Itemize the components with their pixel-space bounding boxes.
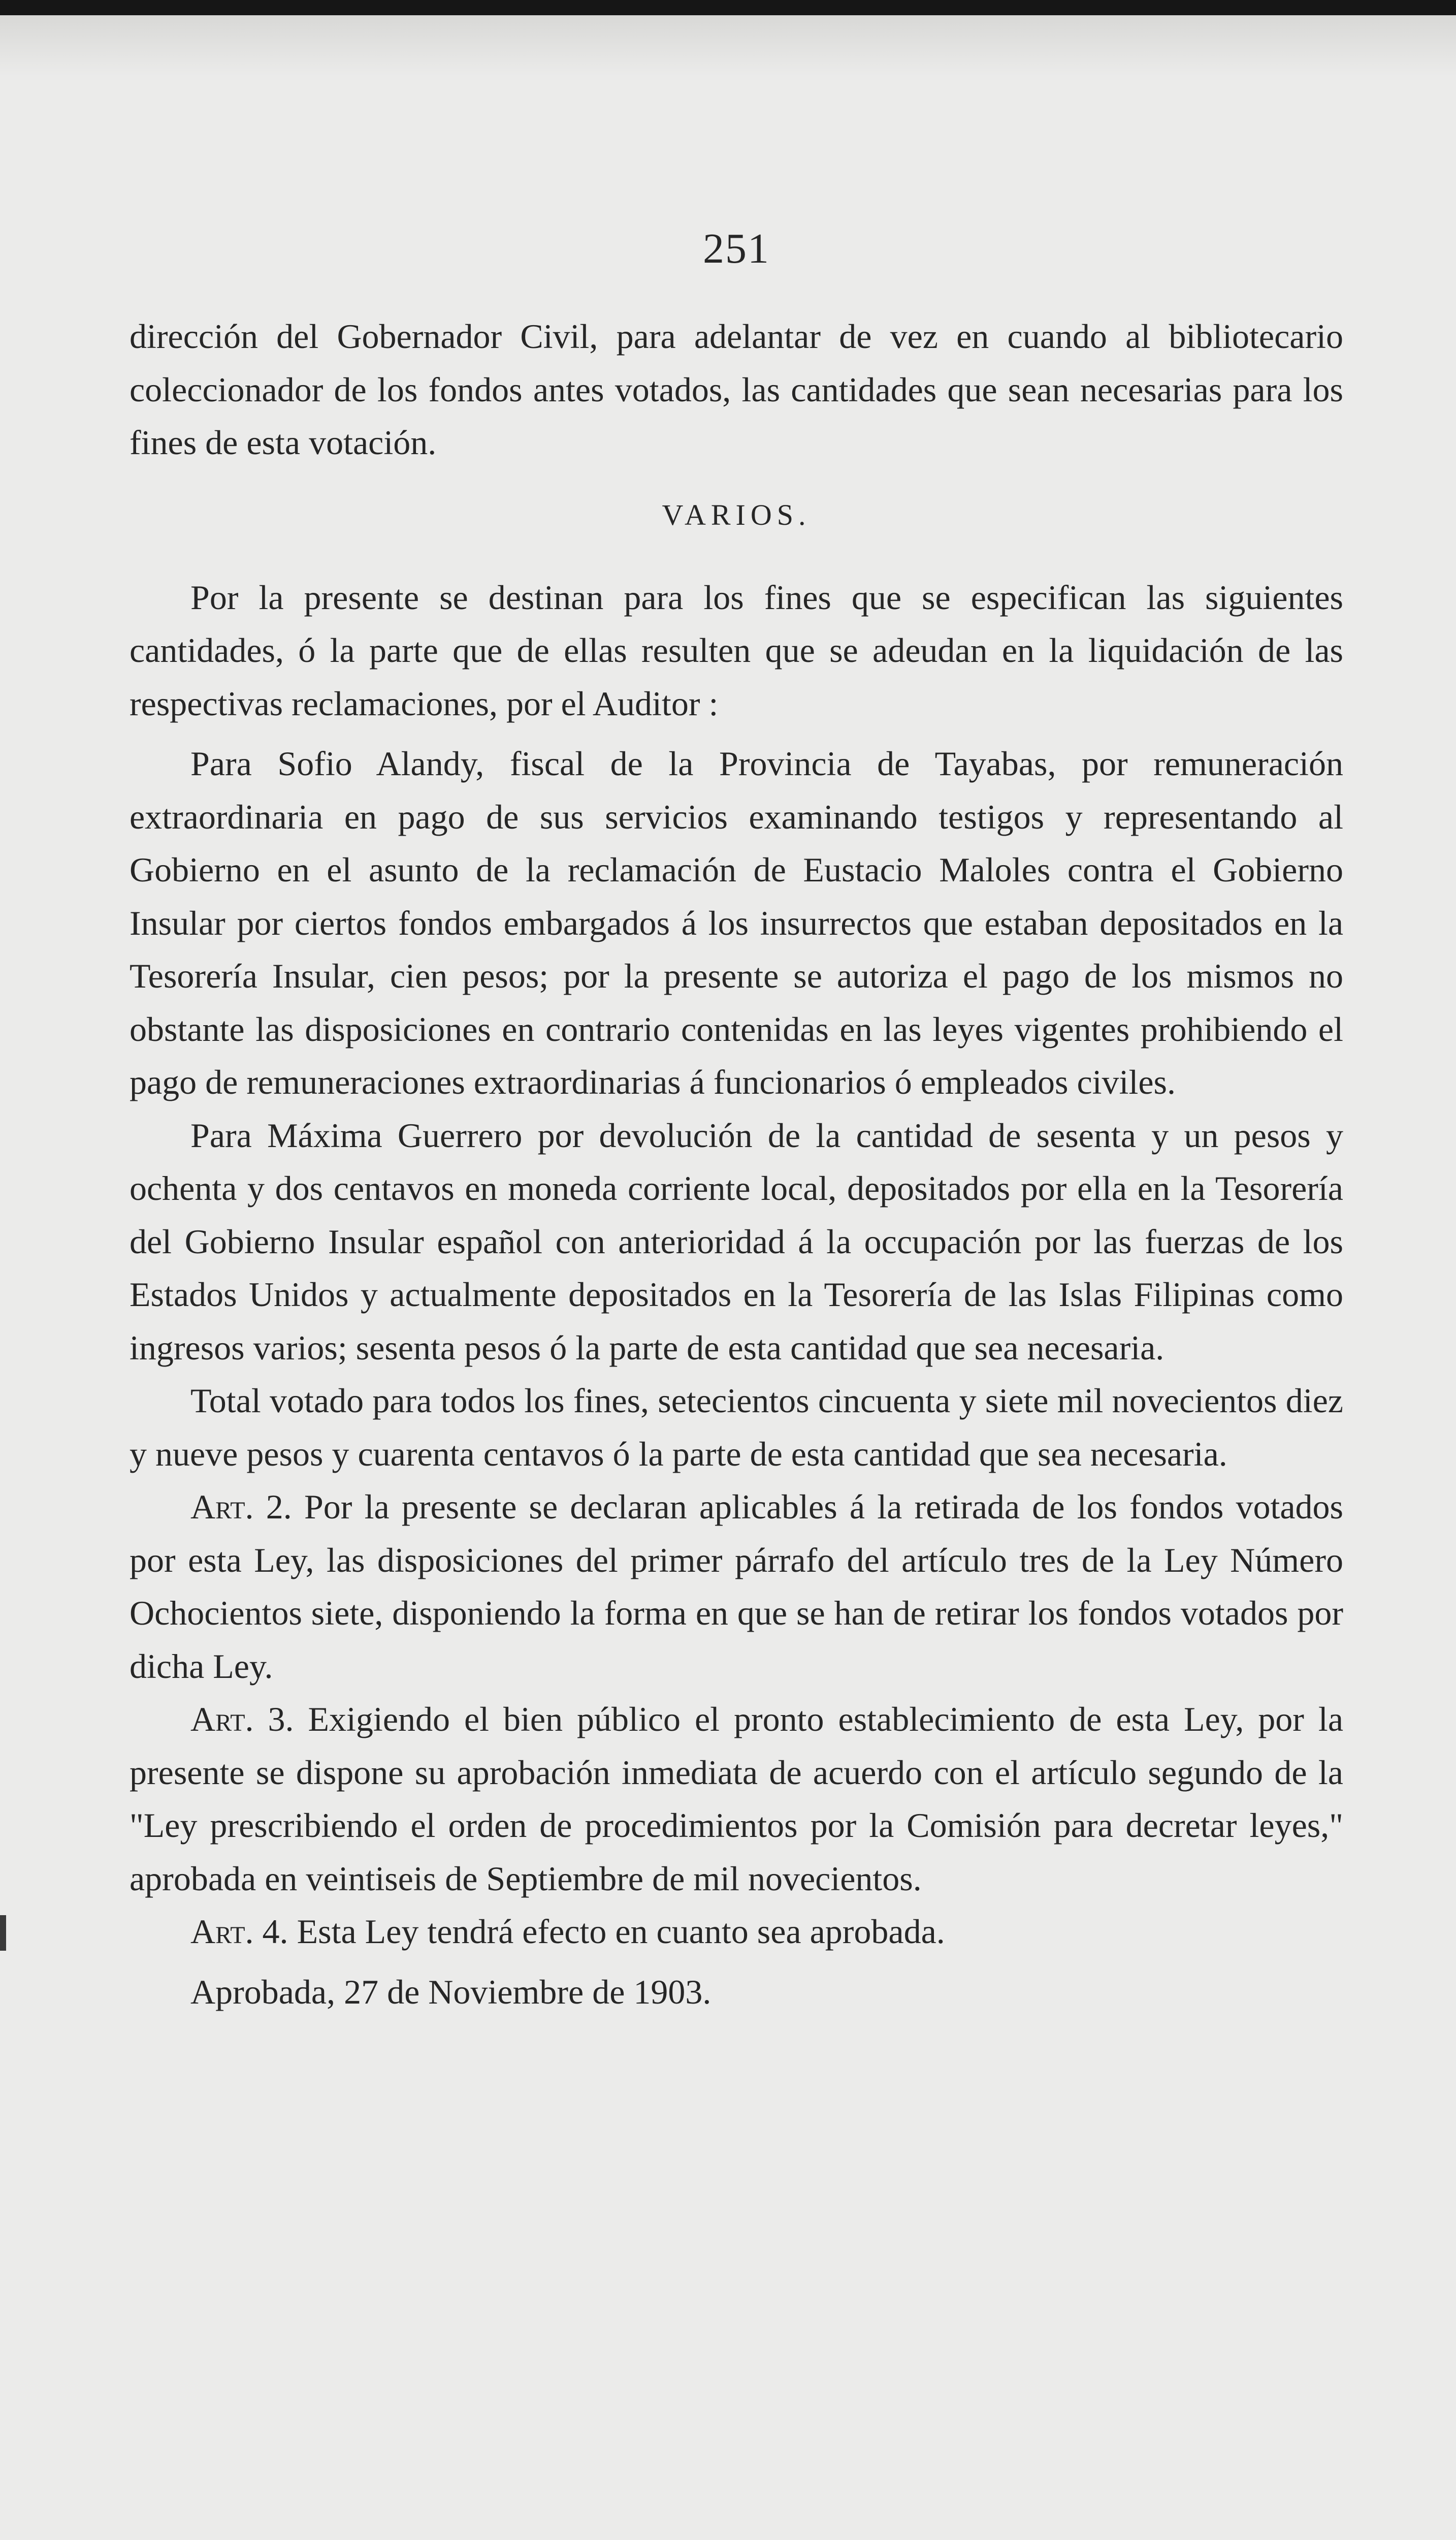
article-2-label: Art. 2. bbox=[190, 1487, 292, 1526]
paragraph-introduction: Por la presente se destinan para los fines que se especifican las siguientes cantidades, ó la parte que de ellas resulten que se adeudan en la liquidación de las respectivas reclamaciones, por el Auditor : bbox=[130, 578, 1343, 723]
article-2 bbox=[130, 1480, 1343, 1693]
scan-top-shadow bbox=[0, 15, 1456, 76]
page-number: 251 bbox=[703, 225, 770, 272]
paragraph-continuation: dirección del Gobernador Civil, para adelantar de vez en cuando al bibliotecario coleccionador de los fondos antes votados, las cantidades que sean necesarias para los fines de esta votación. bbox=[130, 317, 1343, 462]
document-page bbox=[130, 224, 1343, 2018]
article-3 bbox=[130, 1693, 1343, 1905]
article-4-text: Esta Ley tendrá efecto en cuanto sea aprobada. bbox=[297, 1912, 945, 1951]
scan-margin-mark bbox=[0, 1915, 6, 1951]
article-3-label: Art. 3. bbox=[190, 1700, 294, 1738]
article-3-text: Exigiendo el bien público el pronto establecimiento de esta Ley, por la presente se dispone su aprobación inmediata de acuerdo con el artículo segundo de la "Ley prescribiendo el orden de procedimientos por la Comisión para decretar leyes," aprobada en veintiseis de Septiembre de mil novecientos. bbox=[130, 1700, 1343, 1898]
article-2-text: Por la presente se declaran aplicables á la retirada de los fondos votados por esta Ley, las disposiciones del primer párrafo del artículo tres de la Ley Número Ochocientos siete, disponiendo la forma en que se han de retirar los fondos votados por dicha Ley. bbox=[130, 1487, 1344, 1686]
approval-date: Aprobada, 27 de Noviembre de 1903. bbox=[190, 1972, 711, 2011]
scan-top-edge bbox=[0, 0, 1456, 15]
paragraph-maxima-guerrero: Para Máxima Guerrero por devolución de la cantidad de sesenta y un pesos y ochenta y dos centavos en moneda corriente local, depositados por ella en la Tesorería del Gobierno Insular español con anterioridad á la occupación por las fuerzas de los Estados Unidos y actualmente depositados en la Tesorería de las Islas Filipinas como ingresos varios; sesenta pesos ó la parte de esta cantidad que sea necesaria. bbox=[130, 1116, 1343, 1367]
section-heading-varios: VARIOS. bbox=[662, 498, 811, 531]
article-4 bbox=[130, 1905, 1343, 1958]
paragraph-sofio-alandy: Para Sofio Alandy, fiscal de la Provincia de Tayabas, por remuneración extraordinaria en pago de sus servicios examinando testigos y representando al Gobierno en el asunto de la reclamación de Eustacio Maloles contra el Gobierno Insular por ciertos fondos embargados á los insurrectos que estaban depositados en la Tesorería Insular, cien pesos; por la presente se autoriza el pago de los mismos no obstante las disposiciones en contrario contenidas en las leyes vigentes prohibiendo el pago de remuneraciones extraordinarias á funcionarios ó empleados civiles. bbox=[130, 744, 1343, 1101]
paragraph-total-votado: Total votado para todos los fines, setecientos cincuenta y siete mil novecientos diez y nueve pesos y cuarenta centavos ó la parte de esta cantidad que sea necesaria. bbox=[130, 1381, 1343, 1473]
article-4-label: Art. 4. bbox=[190, 1912, 288, 1951]
